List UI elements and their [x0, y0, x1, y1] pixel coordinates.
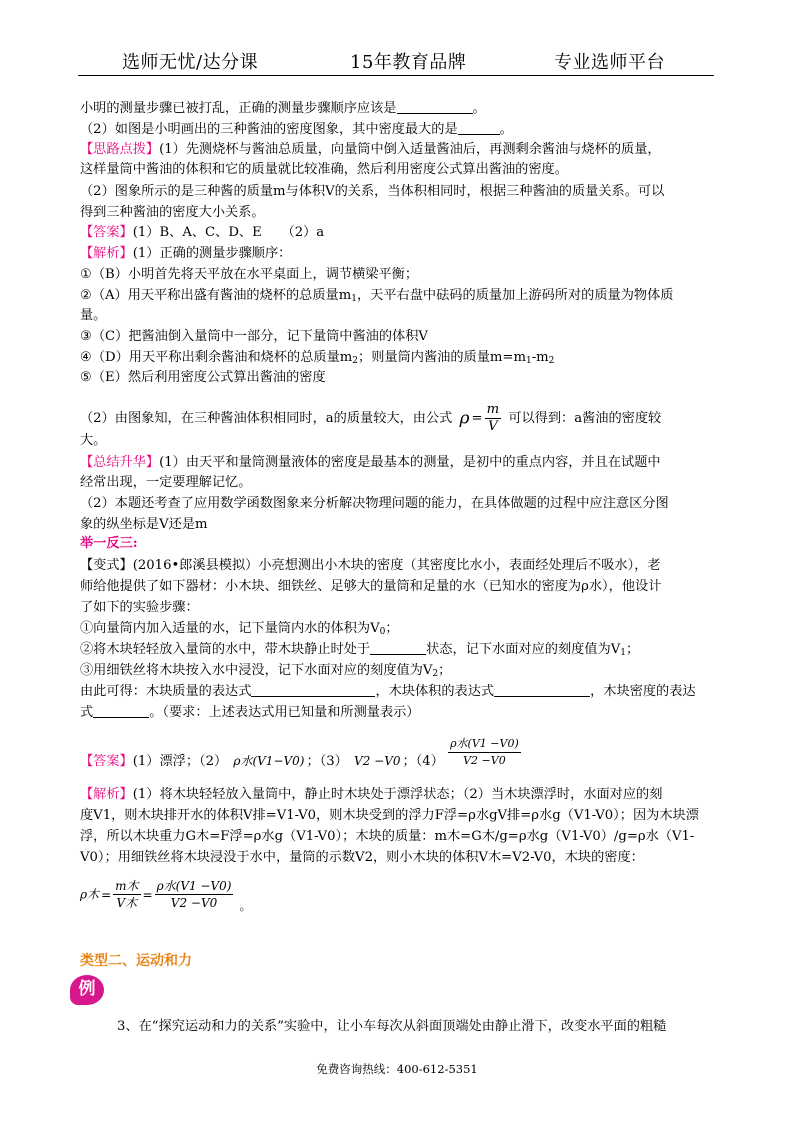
text-line: （2）图象所示的是三种酱的质量m与体积V的关系，当体积相同时，根据三种酱油的质量关系。可以: [80, 184, 665, 199]
text-line: 【思路点拨】(1）先测烧杯与酱油总质量，向量筒中倒入适量酱油后，再测剩余酱油与烧杯的质量，: [80, 142, 661, 157]
text-line: 得到三种酱油的密度大小关系。: [80, 205, 265, 220]
text-line: 【答案】(1）漂浮；（2） ρ水(V1−V0) ；（3） V2 −V0 ；（4） $\frac{\text{ρ水(V1 −V0)}}{V2 -V0}$: [80, 737, 519, 769]
text-line: ①（B）小明首先将天平放在水平桌面上，调节横梁平衡；: [80, 267, 419, 282]
tag-answer: 【答案】: [80, 225, 133, 240]
text-line: 经常出现，一定要理解记忆。: [80, 475, 252, 490]
tag-analysis: 【解析】: [80, 246, 133, 261]
example-question: 3、在“探究运动和力的关系”实验中，让小车每次从斜面顶端处由静止滑下，改变水平面的粗糙: [117, 1019, 667, 1034]
text-line: 师给他提供了如下器材：小木块、细铁丝、足够大的量筒和足量的水（已知水的密度为ρ水），他设计: [80, 579, 662, 594]
page-header: [78, 48, 714, 76]
section-heading: 类型二、运动和力: [80, 953, 192, 969]
footer-hotline: 免费咨询热线：400-612-5351: [316, 1062, 478, 1076]
text-line: （2）如图是小明画出的三种酱油的密度图象，其中密度最大的是 。: [80, 122, 513, 137]
mass-expression: ρ水(V1−V0): [233, 754, 305, 768]
text-line: 【解析】(1）将木块轻轻放入量筒中，静止时木块处于漂浮状态；（2）当木块漂浮时，水面对应的刻: [80, 787, 663, 802]
text-line: [80, 535, 138, 553]
text-line: ①向量筒内加入适量的水，记下量筒内水的体积为$V_0$；: [80, 621, 399, 637]
text-line: 象的纵坐标是V还是m: [80, 517, 208, 532]
density-formula: ρ = $\frac{m}{V}$: [459, 402, 500, 434]
answer-blank: [397, 100, 473, 114]
text-line: ③用细铁丝将木块按入水中浸没，记下水面对应的刻度值为$V_2$；: [80, 663, 452, 679]
tag-hint: 【思路点拨】: [80, 142, 160, 157]
text-line: 【解析】(1）正确的测量步骤顺序：: [80, 246, 292, 261]
header-slogan: 15年教育品牌: [350, 52, 467, 73]
wood-density-formula: ρ木 = $\frac{\text{m木}}{\text{V木}}$ = $\frac{\text{ρ水(V1 −V0)}}{V2 -V0}$ 。: [80, 879, 252, 913]
header-brand: 选师无忧/达分课: [122, 52, 259, 73]
text-line: 了如下的实验步骤：: [80, 600, 199, 615]
text-line: 浮，所以木块重力G木=F浮=ρ水g（V1-V0）；木块的质量：m木=G木/g=ρ水g（V1-V0）/g=ρ水（V1-: [80, 829, 695, 844]
tag-analysis-2: 【解析】: [80, 787, 133, 802]
text-line: 式 。（要求：上述表达式用已知量和所测量表示）: [80, 705, 420, 720]
text-line: 【变式】(2016•郎溪县模拟）小亮想测出小木块的密度（其密度比水小，表面经处理后不吸水），老: [80, 558, 661, 573]
volume-expression: V2 −V0: [354, 754, 401, 768]
text-line: ③（C）把酱油倒入量筒中一部分，记下量筒中酱油的体积V: [80, 329, 428, 344]
text-line: 【总结升华】(1）由天平和量筒测量液体的密度是最基本的测量，是初中的重点内容，并且在试题中: [80, 455, 661, 470]
answer-blank: [251, 683, 375, 697]
text-line: （2）本题还考查了应用数学函数图象来分析解决物理问题的能力，在具体做题的过程中应注意区分图: [80, 496, 669, 511]
answer-blank: [370, 641, 426, 655]
text-line: 由此可得：木块质量的表达式 ，木块体积的表达式 ，木块密度的表达: [80, 684, 696, 699]
answer-blank: [458, 121, 500, 135]
text-line: 大。: [80, 433, 107, 448]
text-line: ④（D）用天平称出剩余酱油和烧杯的总质量$m_2$；则量筒内酱油的质量$m=m_1-m_2$: [80, 350, 555, 366]
text-line: V0）；用细铁丝将木块浸没于水中，量筒的示数V2，则小木块的体积V木=V2-V0，木块的密度：: [80, 850, 644, 865]
text-line: ②（A）用天平称出盛有酱油的烧杯的总质量$m_1$，天平右盘中砝码的质量加上游码所对的质量为物体质: [80, 288, 674, 304]
header-platform: 专业选师平台: [554, 52, 665, 73]
tag-summary: 【总结升华】: [80, 455, 160, 470]
answer-blank: [494, 683, 590, 697]
text-line: 量。: [80, 308, 107, 323]
header-rule: [78, 75, 714, 76]
text-line: ⑤（E）然后利用密度公式算出酱油的密度: [80, 370, 326, 385]
tag-practice: 举一反三:: [80, 536, 138, 551]
density-expression: $\frac{\text{ρ水(V1 −V0)}}{V2 -V0}$: [450, 737, 519, 767]
text-line: 这样量筒中酱油的体积和它的质量就比较准确，然后利用密度公式算出酱油的密度。: [80, 162, 568, 177]
text-line: 度V1，则木块排开水的体积V排=V1-V0，则木块受到的浮力F浮=ρ水gV排=ρ水g（V1-V0）；因为木块漂: [80, 808, 699, 823]
text-line: 小明的测量步骤已被打乱，正确的测量步骤顺序应该是 。: [80, 101, 486, 116]
answer-blank: [93, 704, 149, 718]
tag-answer-2: 【答案】: [80, 754, 133, 769]
example-badge-icon: 例: [70, 975, 104, 1005]
text-line: （2）由图象知，在三种酱油体积相同时，a的质量较大，由公式 ρ = $\frac{m}{V}$ 可以得到：a酱油的密度较: [80, 402, 662, 434]
text-line: 【答案】(1）B、A、C、D、E （2）a: [80, 225, 325, 240]
text-line: ②将木块轻轻放入量筒的水中，带木块静止时处于 状态，记下水面对应的刻度值为$V_1$；: [80, 642, 640, 658]
